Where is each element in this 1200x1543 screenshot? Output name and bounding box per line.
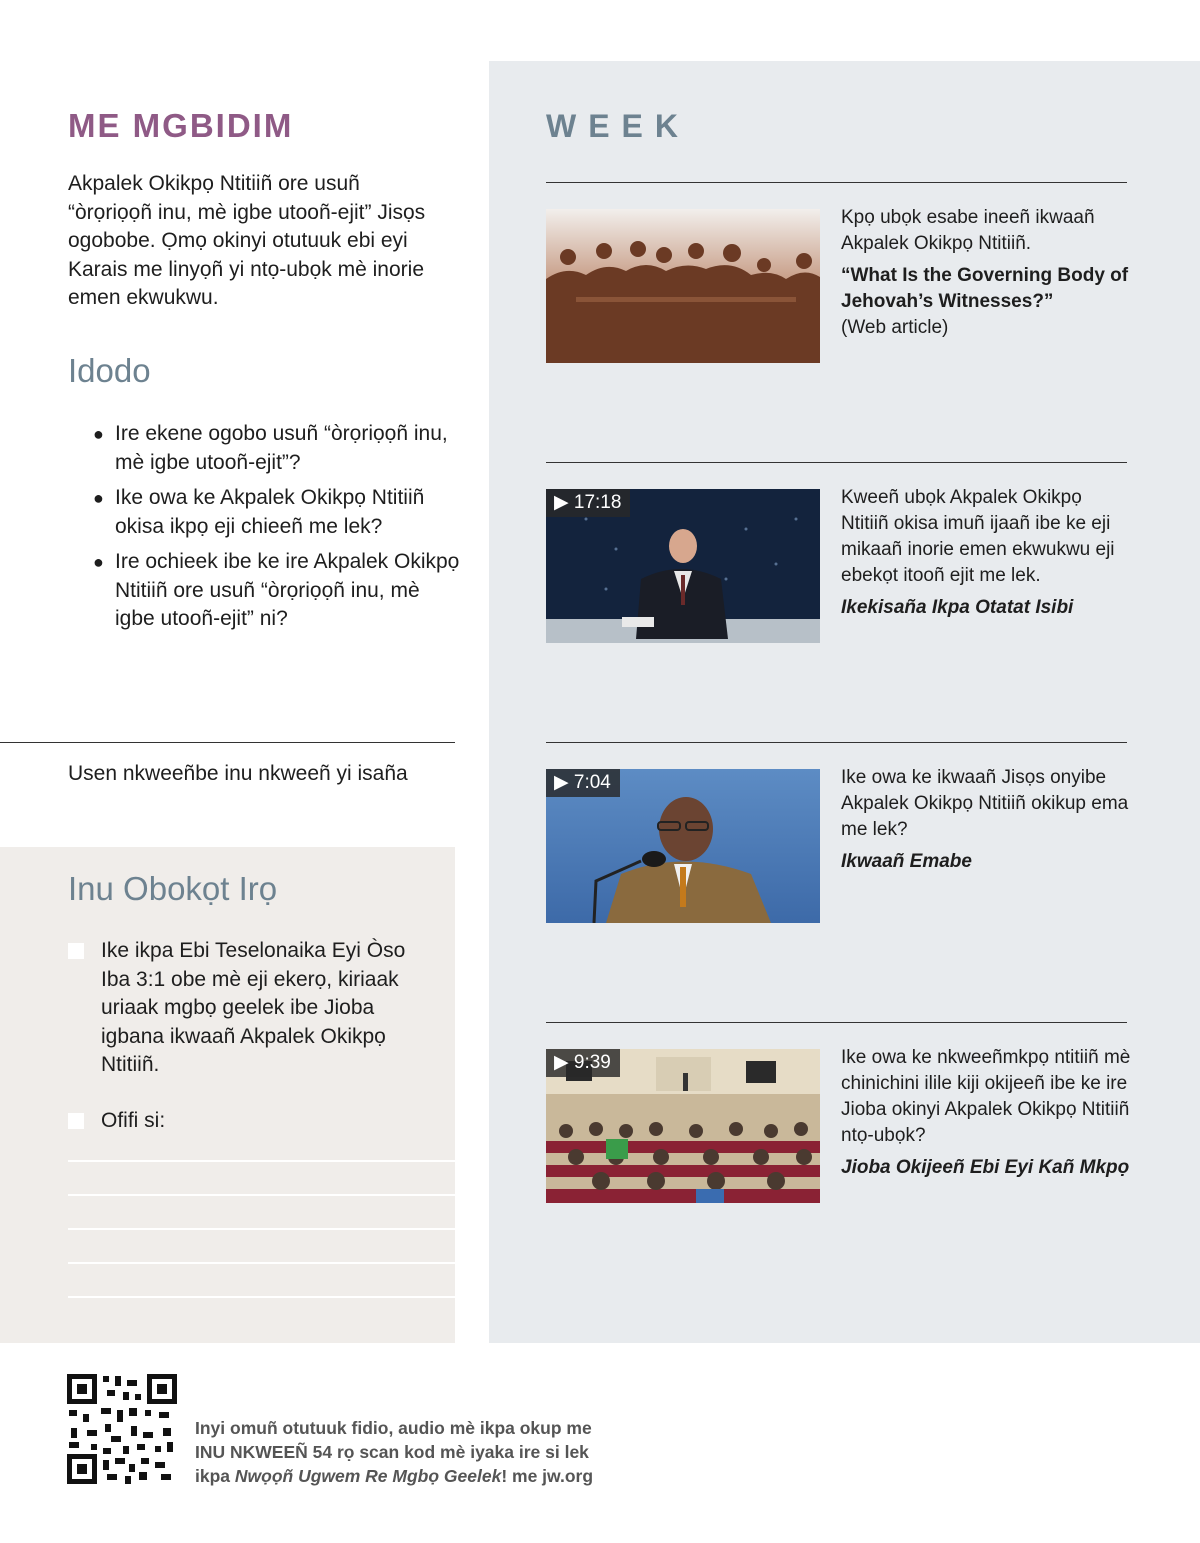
question-text: Ire ekene ogobo usuñ “òrọriọọñ inu, mè igbe utooñ-ejit”? (115, 422, 448, 474)
writing-line[interactable] (68, 1228, 455, 1230)
footer-text-part: ! me jw.org (501, 1466, 594, 1486)
item-source-link[interactable]: “What Is the Governing Body of Jehovah’s Witnesses?” (841, 265, 1129, 312)
task-item (68, 1107, 438, 1136)
item-description: Ike owa ke ikwaañ Jisọs onyibe Akpalek Okikpọ Ntitiiñ okikup ema me lek? (841, 767, 1129, 840)
questions-heading: Idodo (68, 352, 151, 389)
notes-prompt: Usen nkweeñbe inu nkweeñ yi isaña (68, 762, 408, 785)
divider (546, 462, 1127, 463)
question-item (93, 484, 463, 541)
tasks-heading: Inu Obokọt Irọ (68, 870, 278, 907)
item-source-note: (Web article) (841, 317, 949, 338)
task-text: Ofifi si: (101, 1109, 166, 1132)
footer-text-part: ikpa (195, 1466, 235, 1486)
video-thumbnail[interactable] (546, 1049, 820, 1203)
writing-line[interactable] (68, 1262, 455, 1264)
video-duration: ▶ 17:18 (546, 489, 630, 517)
video-thumbnail[interactable] (546, 489, 820, 643)
video-thumbnail[interactable] (546, 769, 820, 923)
checkbox[interactable] (68, 943, 84, 959)
divider (546, 1022, 1127, 1023)
bullet-icon: ● (93, 424, 104, 444)
video-duration: ▶ 7:04 (546, 769, 620, 797)
bullet-icon: ● (93, 488, 104, 508)
writing-line[interactable] (68, 1296, 455, 1298)
item-description: Kweeñ ubọk Akpalek Okikpọ Ntitiiñ okisa imuñ ijaañ ibe ke eji mikaañ inorie emen ekwukwu eji ebekọt itooñ ejit me lek. (841, 487, 1115, 586)
footer-text (195, 1416, 635, 1488)
item-source-link[interactable]: Jioba Okijeeñ Ebi Eyi Kañ Mkpọ (841, 1157, 1130, 1178)
intro-paragraph: Akpalek Okikpọ Ntitiiñ ore usuñ “òrọriọọñ inu, mè igbe utooñ-ejit” Jisọs ogobobe. Ọmọ okinyi otutuuk ebi eyi Karais me linyọñ yi ntọ-ubọk mè inorie emen ekwukwu. (68, 172, 426, 309)
meeting-silhouette-image (546, 209, 820, 363)
tasks-panel (0, 847, 455, 1343)
item-description: Kpọ ubọk esabe ineeñ ikwaañ Akpalek Okikpọ Ntitiiñ. (841, 207, 1095, 254)
question-item (93, 420, 463, 477)
item-source-link[interactable]: Ikekisaña Ikpa Otatat Isibi (841, 597, 1074, 618)
question-text: Ike owa ke Akpalek Okikpọ Ntitiiñ okisa ikpọ eji chieeñ me lek? (115, 486, 425, 538)
questions-list (93, 420, 463, 641)
question-text: Ire ochieek ibe ke ire Akpalek Okikpọ Ntitiiñ ore usuñ “òrọriọọñ inu, mè igbe utooñ-ejit” ni? (115, 550, 460, 630)
publication-title: Nwọọñ Ugwem Re Mgbọ Geelek (234, 1466, 502, 1486)
divider (0, 742, 455, 743)
footer-line: INU NKWEEÑ 54 rọ scan kod mè iyaka ire si lek (195, 1442, 589, 1462)
writing-line[interactable] (68, 1160, 455, 1162)
footer-line: Inyi omuñ otutuuk fidio, audio mè ikpa okup me (195, 1418, 592, 1438)
item-description: Ike owa ke nkweeñmkpọ ntitiiñ mè chinichini ilile kiji okijeeñ ibe ke ire Jioba okinyi Akpalek Okikpọ Ntitiiñ ntọ-ubọk? (841, 1047, 1131, 1146)
checkbox[interactable] (68, 1113, 84, 1129)
article-thumbnail[interactable] (546, 209, 820, 363)
qr-code-icon[interactable] (67, 1374, 177, 1484)
section-title: ME MGBIDIM (68, 107, 294, 144)
week-item-text (841, 1045, 1131, 1181)
task-text: Ike ikpa Ebi Teselonaika Eyi Òso Iba 3:1 obe mè eji ekerọ, kiriaak uriaak mgbọ geelek ibe Jioba igbana ikwaañ Akpalek Okikpọ Ntitiiñ. (101, 939, 406, 1076)
video-duration: ▶ 9:39 (546, 1049, 620, 1077)
footer-line (195, 1464, 635, 1488)
writing-line[interactable] (68, 1194, 455, 1196)
duration-text: 17:18 (573, 492, 622, 513)
week-heading: WEEK (546, 108, 690, 144)
duration-text: 9:39 (573, 1052, 611, 1073)
week-item-text (841, 765, 1131, 875)
bullet-icon: ● (93, 552, 104, 572)
duration-text: 7:04 (573, 772, 611, 793)
divider (546, 182, 1127, 183)
week-item-text (841, 485, 1131, 621)
divider (546, 742, 1127, 743)
task-item (68, 937, 438, 1080)
item-source-link[interactable]: Ikwaañ Emabe (841, 851, 972, 872)
question-item (93, 548, 463, 634)
week-item-text (841, 205, 1131, 341)
